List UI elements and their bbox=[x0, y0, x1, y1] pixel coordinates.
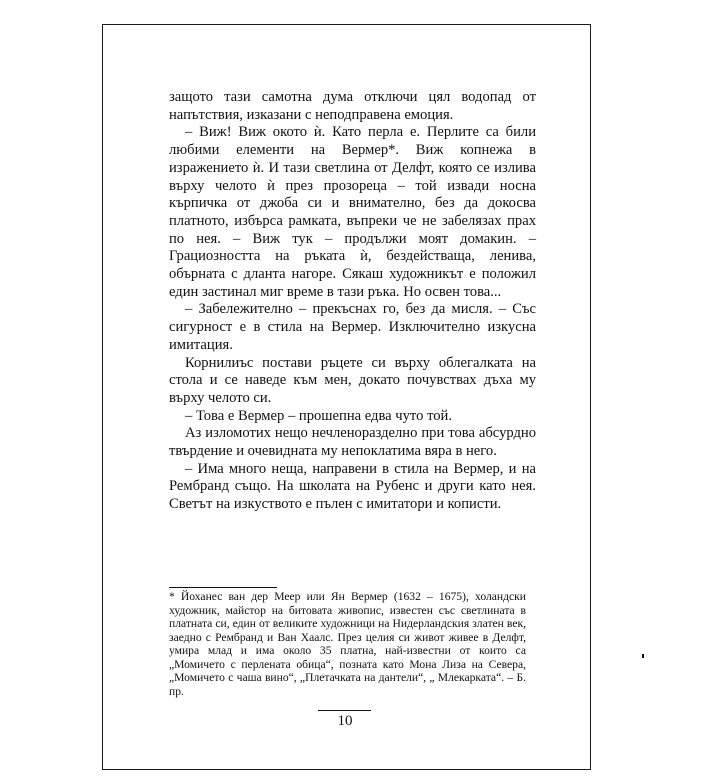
footnote bbox=[169, 590, 526, 698]
footnote-text: * Йоханес ван дер Меер или Ян Вермер (1632 – 1675), холандски художник, майстор на битовата живопис, известен със светлината в платната си, един от великите художници на Нидерландския златен век, заедно с Рембранд и Ван Хаалс. През целия си живот живее в Делфт, умира млад и има около 35 платна, най-известни от които са „Момичето с перлената обица“, познатa като Мона Лиза на Севера, „Момичето с чаша вино“, „Плетачката на дантели“, „ Млекарката“. – Б. пр. bbox=[169, 590, 526, 698]
book-page bbox=[102, 24, 591, 770]
page-number: 10 bbox=[337, 713, 353, 729]
paragraph: – Виж! Виж окото ѝ. Като перла е. Перлите са били любими елементи на Вермер*. Виж копнежа в изражението ѝ. И тази светлина от Делфт, която се излива върху челото ѝ през прозореца – той извади носна кърпичка от джоба си и внимателно, без да докосва платното, избърса рамката, въпреки че не забелязах прах по нея. – Виж тук – продължи моят домакин. – Грациозността на ръката ѝ, бездействаща, ленива, обърната с дланта нагоре. Сякаш художникът е положил един застинал миг време в тази ръка. Но освен това... bbox=[169, 124, 536, 300]
paragraph: – Има много неща, направени в стила на Вермер, и на Рембранд също. На школата на Рубенс и други като нея. Светът на изкуството е пълен с имитатори и кописти. bbox=[169, 460, 536, 513]
page-number-rule bbox=[318, 710, 371, 711]
paragraph: Корнилиъс постави ръцете си върху облегалката на стола и се наведе към мен, докато почувствах дъха му върху челото си. bbox=[169, 354, 536, 406]
scan-speck bbox=[642, 654, 644, 658]
footnote-divider bbox=[169, 587, 277, 588]
paragraph: Аз изломотих нещо нечленоразделно при това абсурдно твърдение и очевидната му непоклатима вяра в него. bbox=[169, 425, 536, 460]
body-text bbox=[169, 89, 536, 514]
paragraph: – Забележително – прекъснах го, без да мисля. – Със сигурност е в стила на Вермер. Изключително изкусна имитация. bbox=[169, 301, 536, 353]
paragraph: защото тази самотна дума отключи цял водопад от напътствия, изказани с неподправена емоция. bbox=[169, 89, 536, 123]
paragraph: – Това е Вермер – прошепна едва чуто той. bbox=[185, 407, 453, 424]
